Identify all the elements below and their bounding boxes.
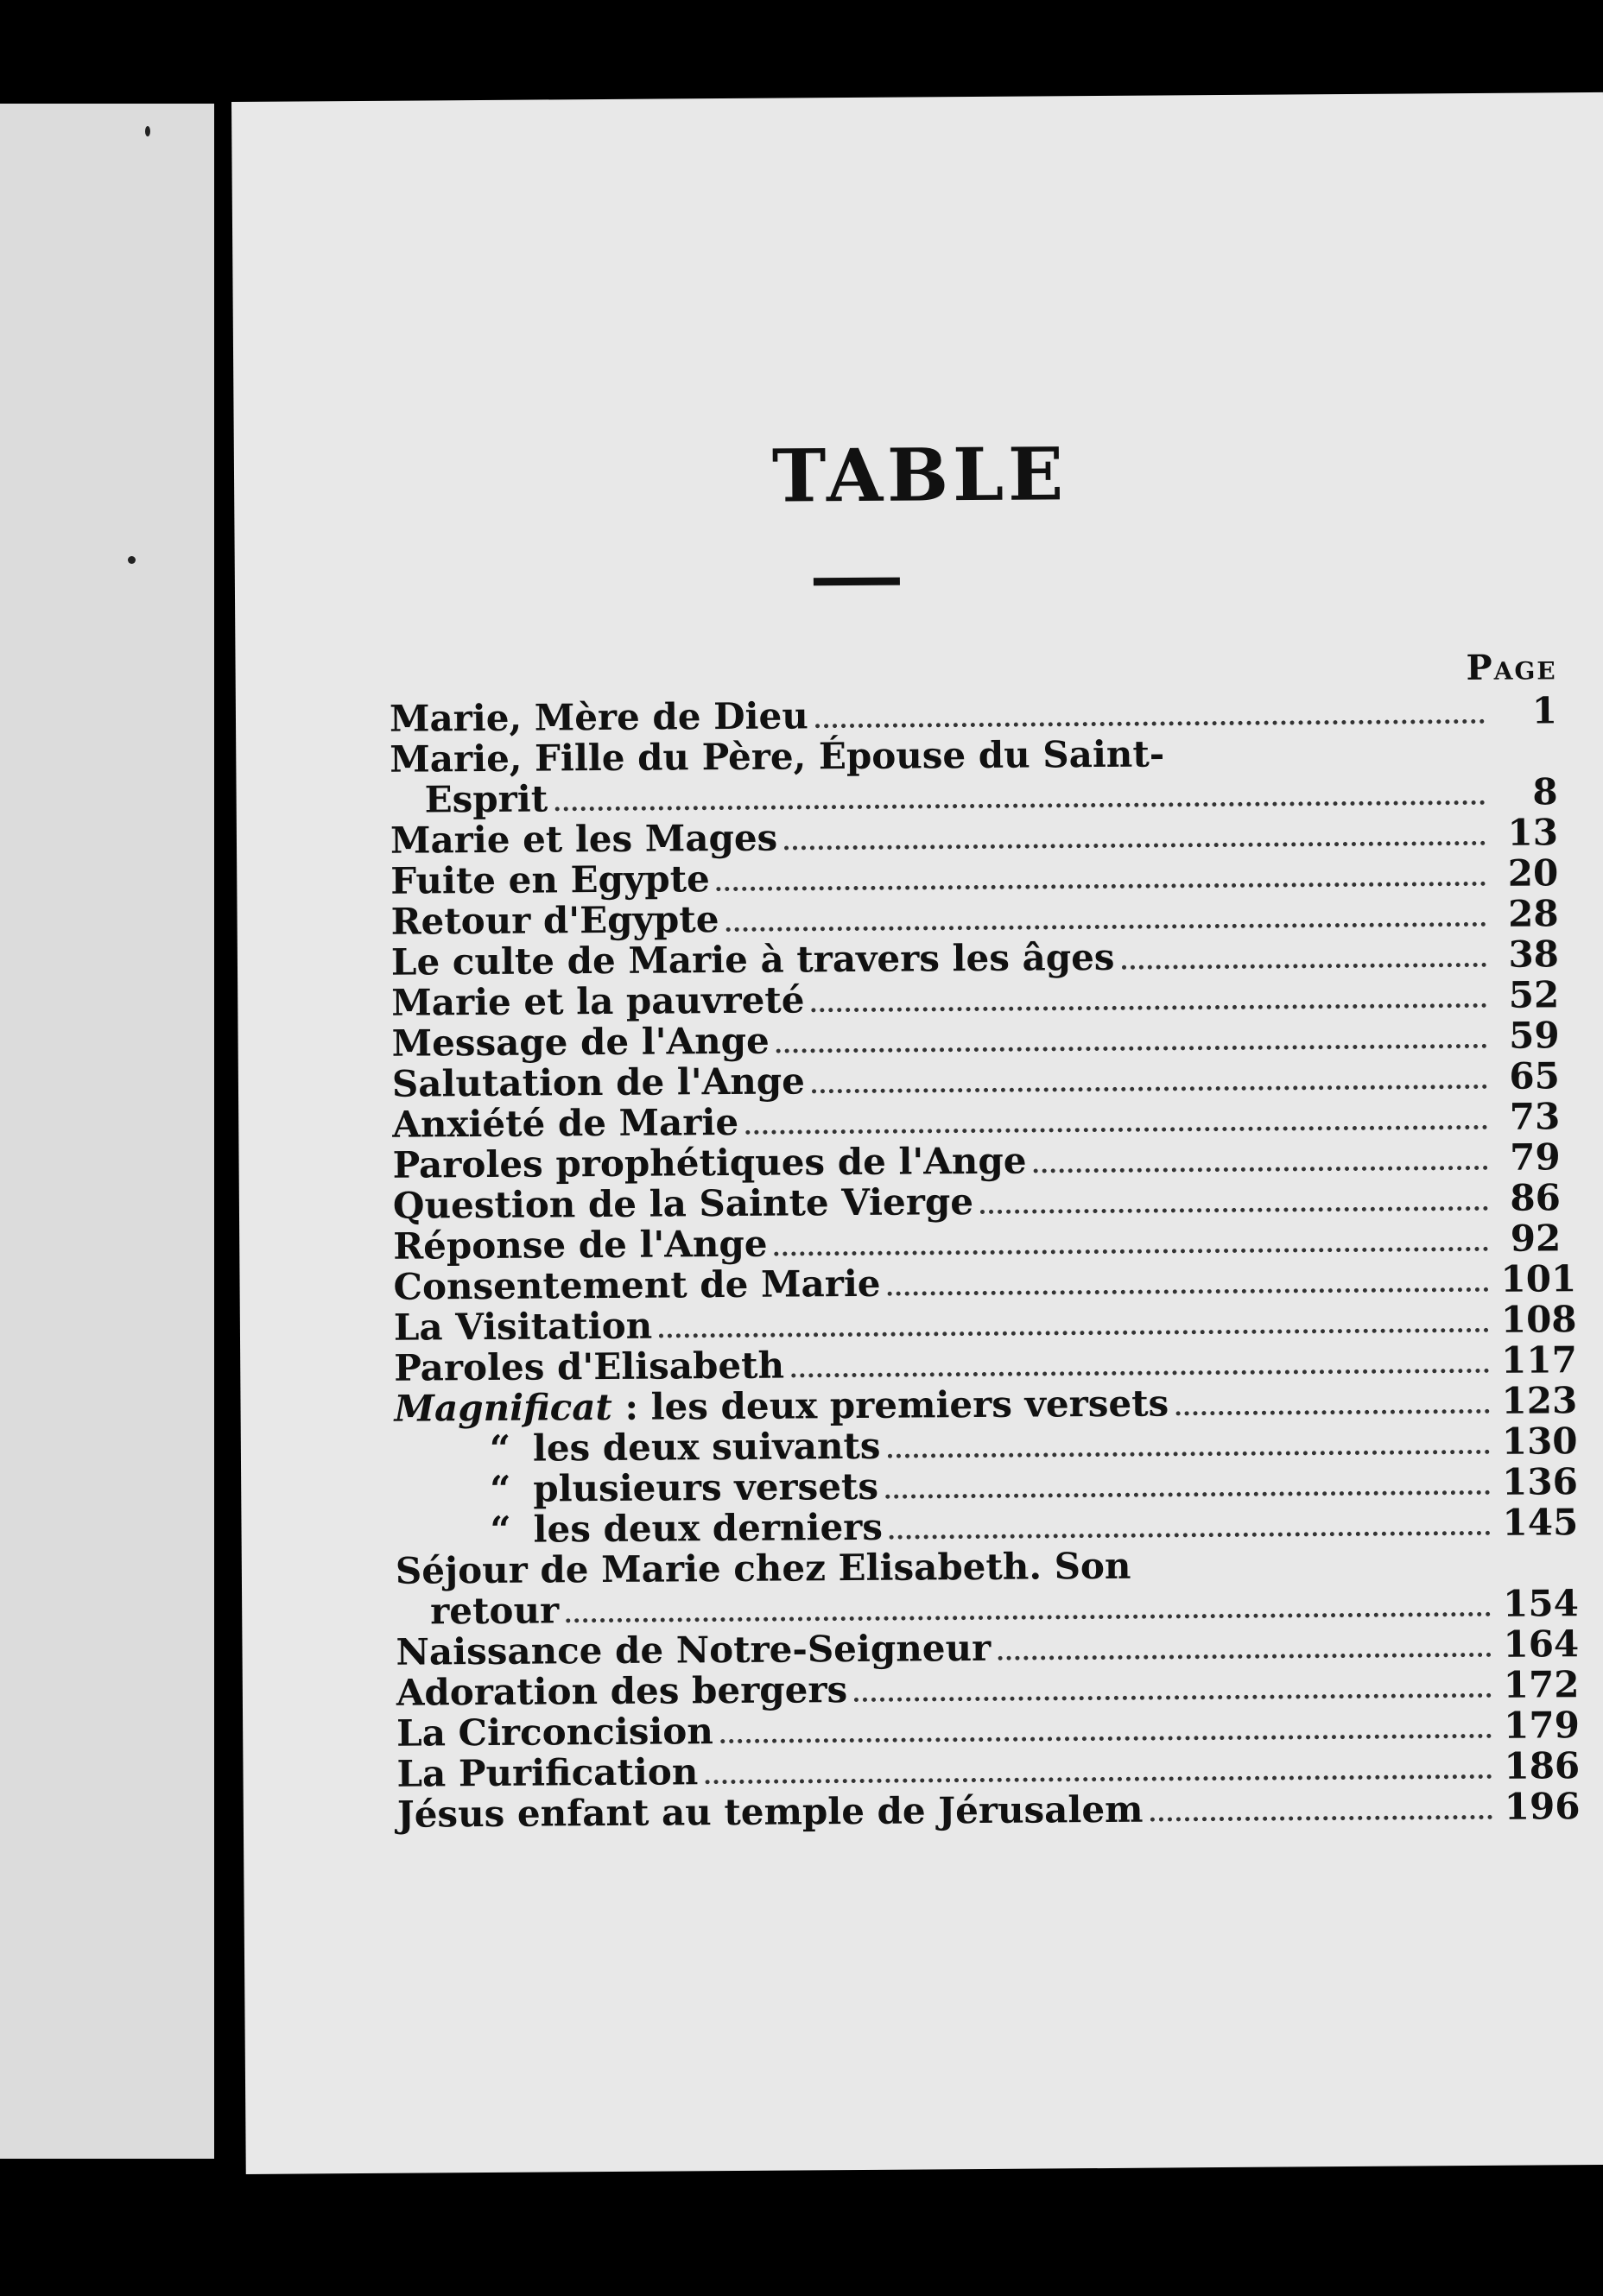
entry-page: 73: [1509, 1095, 1561, 1138]
entry-title: Retour d'Egypte: [390, 898, 719, 943]
entry-page: 92: [1510, 1217, 1562, 1260]
dot-leader: [980, 1206, 1488, 1214]
ditto-mark: “: [490, 1467, 511, 1510]
dot-leader: [745, 1125, 1487, 1135]
dot-leader: [566, 1612, 1491, 1622]
dot-leader: [888, 1287, 1489, 1296]
entry-page: 20: [1507, 851, 1559, 895]
dot-leader: [726, 922, 1486, 932]
entry-page: 117: [1501, 1338, 1578, 1382]
dot-leader: [659, 1328, 1489, 1338]
toc-entry: [396, 1785, 1581, 1836]
entry-title: La Circoncision: [396, 1710, 714, 1755]
entry-title: plusieurs versets: [533, 1464, 879, 1510]
dot-leader: [784, 841, 1486, 851]
dot-leader: [776, 1044, 1487, 1053]
page-title: TABLE: [771, 431, 1068, 519]
entry-title: La Purification: [396, 1750, 699, 1795]
entry-page: 123: [1501, 1379, 1578, 1422]
entry-page: 1: [1531, 689, 1558, 732]
speck: [128, 556, 136, 564]
dot-leader: [888, 1450, 1490, 1458]
dot-leader: [720, 1734, 1492, 1743]
ditto-mark: “: [489, 1426, 511, 1470]
entry-page: 13: [1507, 811, 1559, 854]
dot-leader: [854, 1693, 1492, 1702]
entry-title: Paroles d'Elisabeth: [394, 1344, 785, 1389]
entry-title-rest: : les deux premiers versets: [611, 1382, 1169, 1428]
entry-title: Anxiété de Marie: [392, 1100, 739, 1146]
entry-title: Consentement de Marie: [393, 1262, 881, 1308]
entry-title: Marie et les Mages: [390, 816, 778, 862]
entry-title: Message de l'Ange: [391, 1019, 770, 1065]
entry-title: Naissance de Notre-Seigneur: [396, 1626, 992, 1673]
ditto-mark: “: [490, 1508, 511, 1551]
dot-leader: [775, 1247, 1489, 1256]
left-page-edge: [0, 104, 214, 2159]
entry-page: 136: [1502, 1460, 1579, 1503]
book-page: [231, 92, 1603, 2174]
dot-leader: [791, 1369, 1489, 1378]
title-rule: [814, 578, 900, 586]
entry-page: 28: [1507, 892, 1559, 935]
entry-title-italic: Magnificat: [394, 1385, 613, 1430]
speck: [145, 126, 150, 136]
entry-page: 108: [1500, 1298, 1577, 1341]
entry-title-cont: Esprit: [424, 777, 548, 821]
entry-page: 130: [1501, 1420, 1578, 1463]
entry-page: 59: [1508, 1014, 1560, 1057]
entry-title: [394, 1382, 1169, 1428]
entry-page: 196: [1504, 1785, 1581, 1828]
dot-leader: [1175, 1409, 1489, 1416]
entry-title: Marie, Mère de Dieu: [389, 694, 808, 740]
entry-page: 65: [1509, 1054, 1561, 1097]
entry-title: les deux derniers: [533, 1505, 884, 1551]
entry-title: Marie et la pauvreté: [391, 978, 805, 1024]
dot-leader: [554, 800, 1485, 812]
page-column-header: Page: [1466, 647, 1557, 689]
entry-title: Marie, Fille du Père, Épouse du Saint-: [390, 732, 1165, 781]
entry-page: 86: [1510, 1176, 1562, 1219]
entry-page: 8: [1532, 770, 1558, 813]
dot-leader: [1150, 1815, 1492, 1822]
dot-leader: [705, 1774, 1492, 1784]
entry-title: Adoration des bergers: [396, 1668, 848, 1714]
entry-page: 38: [1508, 933, 1560, 976]
dot-leader: [717, 882, 1486, 891]
entry-title-cont: retour: [430, 1589, 560, 1633]
entry-page: 164: [1503, 1622, 1580, 1666]
entry-page: 101: [1500, 1257, 1577, 1300]
dot-leader: [812, 1003, 1487, 1012]
table-of-contents: [389, 689, 1581, 1836]
entry-title: Séjour de Marie chez Elisabeth. Son: [395, 1544, 1131, 1592]
entry-title: Réponse de l'Ange: [393, 1222, 768, 1268]
entry-page: 79: [1509, 1135, 1561, 1179]
entry-title: Question de la Sainte Vierge: [392, 1180, 974, 1227]
entry-page: 52: [1508, 973, 1560, 1016]
entry-title: Salutation de l'Ange: [391, 1059, 806, 1105]
entry-title: La Visitation: [393, 1304, 653, 1349]
dot-leader: [812, 1085, 1487, 1093]
dot-leader: [1122, 963, 1486, 970]
dot-leader: [998, 1653, 1491, 1660]
entry-page: 172: [1503, 1663, 1580, 1706]
entry-page: 179: [1503, 1704, 1581, 1747]
dot-leader: [1034, 1166, 1488, 1173]
entry-title: Fuite en Egypte: [390, 857, 710, 902]
dot-leader: [890, 1531, 1491, 1540]
entry-title: Paroles prophétiques de l'Ange: [392, 1139, 1027, 1186]
entry-page: 154: [1503, 1582, 1580, 1625]
entry-title: Jésus enfant au temple de Jérusalem: [396, 1787, 1144, 1836]
entry-page: 186: [1504, 1744, 1581, 1787]
entry-title: les deux suivants: [532, 1424, 881, 1470]
entry-title: Le culte de Marie à travers les âges: [390, 935, 1115, 984]
entry-page: 145: [1502, 1501, 1579, 1544]
dot-leader: [885, 1490, 1490, 1499]
dot-leader: [815, 719, 1485, 728]
